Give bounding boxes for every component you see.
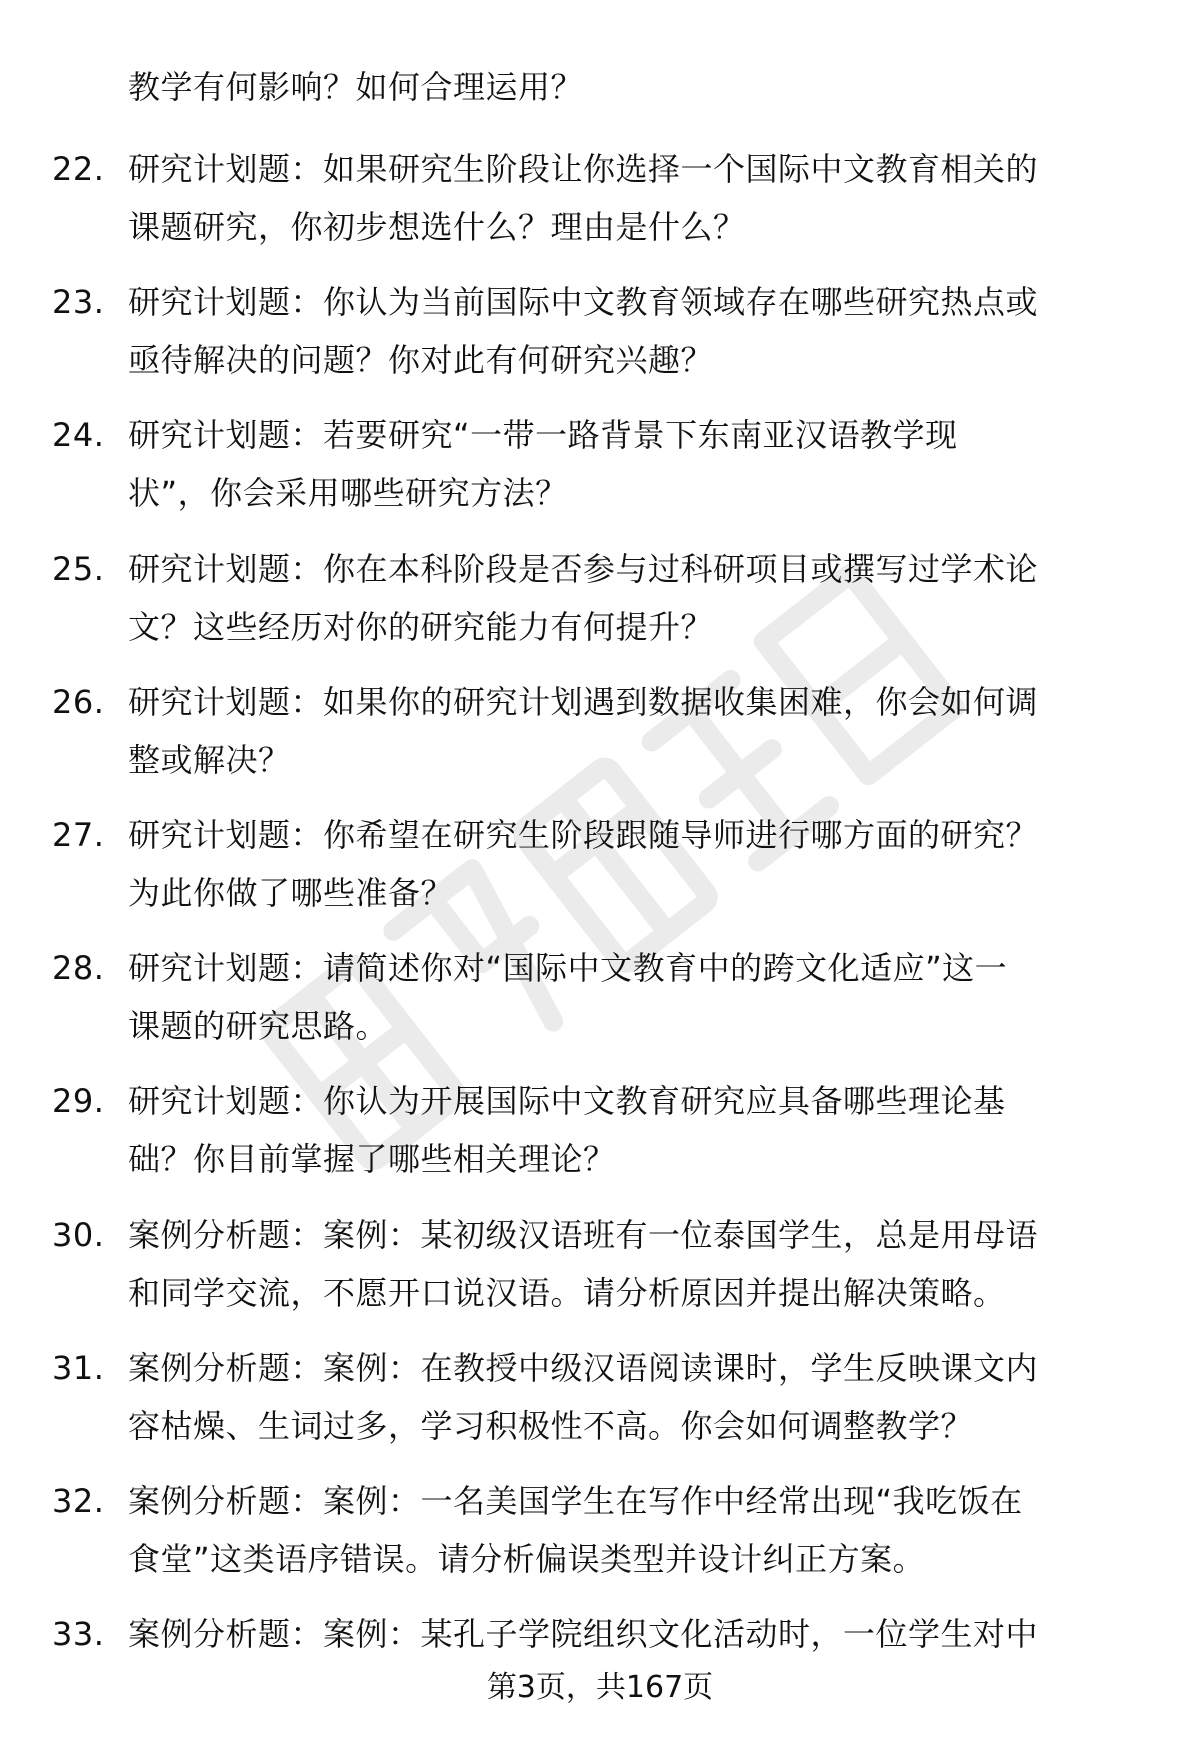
question-number: 30. [52, 1215, 105, 1254]
question-text [128, 1206, 1138, 1322]
question-number: 25. [52, 549, 105, 588]
question-line: 课题研究，你初步想选什么？理由是什么？ [128, 208, 746, 246]
question-text [128, 1339, 1138, 1455]
question-item [0, 273, 1200, 389]
question-text [128, 1072, 1138, 1188]
question-item [0, 1206, 1200, 1322]
question-line: 亟待解决的问题？你对此有何研究兴趣？ [128, 341, 714, 380]
question-text [128, 406, 1138, 522]
question-line: 研究计划题：你在本科阶段是否参与过科研项目或撰写过学术论 [128, 549, 1039, 588]
question-line: 研究计划题：你认为开展国际中文教育研究应具备哪些理论基 [128, 1082, 1006, 1121]
question-text [128, 273, 1138, 389]
question-item [0, 806, 1200, 922]
question-list [0, 140, 1200, 1738]
question-number: 24. [52, 416, 105, 455]
question-text [128, 939, 1138, 1055]
question-text [128, 140, 1138, 256]
question-line: 整或解决？ [128, 740, 291, 779]
question-number: 22. [52, 150, 105, 188]
question-line: 础？你目前掌握了哪些相关理论？ [128, 1140, 616, 1179]
question-line: 案例分析题：案例：一名美国学生在写作中经常出现“我吃饭在 [128, 1481, 1023, 1520]
question-item [0, 1472, 1200, 1588]
question-text [128, 806, 1138, 922]
question-line: 案例分析题：案例：在教授中级汉语阅读课时，学生反映课文内 [128, 1348, 1039, 1387]
question-line: 研究计划题：若要研究“一带一路背景下东南亚汉语教学现 [128, 416, 958, 455]
question-number: 23. [52, 283, 105, 322]
question-line: 研究计划题：你希望在研究生阶段跟随导师进行哪方面的研究？ [128, 815, 1039, 854]
question-item [0, 1072, 1200, 1188]
question-number: 27. [52, 815, 105, 854]
page-number-footer: 第3页，共167页 [486, 1670, 714, 1705]
question-line: 容枯燥、生词过多，学习积极性不高。你会如何调整教学？ [128, 1406, 974, 1445]
question-line: 食堂”这类语序错误。请分析偏误类型并设计纠正方案。 [128, 1539, 926, 1578]
question-line: 文？这些经历对你的研究能力有何提升？ [128, 607, 714, 646]
question-number: 29. [52, 1082, 105, 1121]
question-line: 和同学交流，不愿开口说汉语。请分析原因并提出解决策略。 [128, 1273, 1006, 1312]
question-number: 32. [52, 1481, 105, 1520]
question-number: 33. [52, 1615, 105, 1654]
question-item [0, 1339, 1200, 1455]
question-line: 课题的研究思路。 [128, 1007, 389, 1046]
question-text [128, 673, 1138, 789]
question-line: 案例分析题：案例：某孔子学院组织文化活动时，一位学生对中 [128, 1615, 1039, 1654]
question-number: 28. [52, 949, 105, 988]
question-number: 31. [52, 1348, 105, 1387]
question-line: 研究计划题：请简述你对“国际中文教育中的跨文化适应”这一 [128, 949, 1008, 988]
question-number: 26. [52, 682, 105, 721]
question-item [0, 540, 1200, 656]
question-item [0, 673, 1200, 789]
continued-question-text: 教学有何影响？如何合理运用？ [128, 68, 584, 106]
question-line: 研究计划题：你认为当前国际中文教育领域存在哪些研究热点或 [128, 283, 1039, 322]
question-text [128, 1472, 1138, 1588]
question-line: 为此你做了哪些准备？ [128, 873, 454, 912]
question-item [0, 406, 1200, 522]
question-line: 研究计划题：如果研究生阶段让你选择一个国际中文教育相关的 [128, 150, 1039, 188]
question-text [128, 540, 1138, 656]
question-text [128, 1605, 1138, 1663]
question-item [0, 939, 1200, 1055]
question-line: 状”，你会采用哪些研究方法？ [128, 474, 568, 513]
question-line: 案例分析题：案例：某初级汉语班有一位泰国学生，总是用母语 [128, 1215, 1039, 1254]
question-line: 研究计划题：如果你的研究计划遇到数据收集困难，你会如何调 [128, 682, 1039, 721]
question-item [0, 140, 1200, 256]
